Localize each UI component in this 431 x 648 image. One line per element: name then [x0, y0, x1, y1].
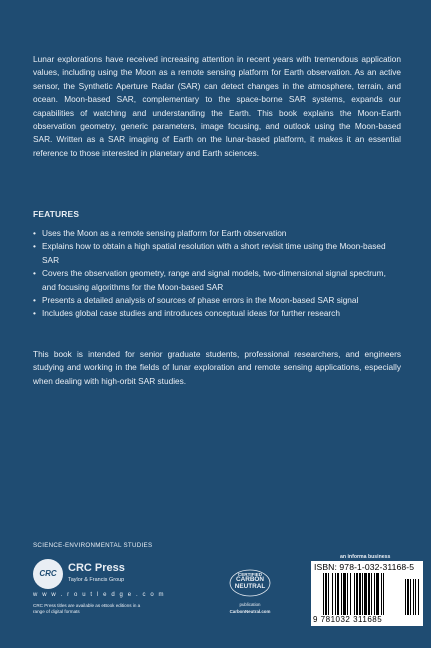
intro-paragraph: Lunar explorations have received increasing attention in recent years with tremendous application values, including using the Moon as a remote sensing platform for Earth observation. As an active sensor, the Synthetic Aperture Radar (SAR) can detect changes in the atmosphere, terrain, and ocean. Moon-based SAR, complementary to the space-borne SAR systems, expands our capabilities of watching and understanding the Earth. This book explains the Moon-Earth observation geometry, generic parameters, image focusing, and outlook using the Moon-based SAR. Written as a SAR imaging of Earth on the lunar-based platform, it makes it an essential reference to those interested in planetary and Earth sciences. [33, 54, 401, 158]
informa-label: an informa business [340, 554, 391, 560]
feature-item: • Explains how to obtain a high spatial resolution with a short revisit time using the Moon-based SAR [33, 241, 386, 265]
crc-press-logo [33, 559, 143, 589]
publisher-website: w w w . r o u t l e d g e . c o m [33, 592, 166, 598]
barcode-digits: 9 781032 311685 [313, 615, 383, 624]
barcode-addon-icon [405, 573, 421, 615]
closing-paragraph: This book is intended for senior graduate students, professional researchers, and engineers studying and working in the fields of lunar exploration and remote sensing applications, especially when dealing with high-orbit SAR studies. [33, 349, 401, 386]
bullet-icon: • [33, 228, 36, 238]
bullet-icon: • [33, 308, 36, 319]
publisher-group: Taylor & Francis Group [68, 577, 125, 583]
features-heading: FEATURES [33, 209, 80, 219]
crc-logo-icon: CRC [33, 559, 63, 589]
bullet-icon: • [33, 241, 36, 252]
feature-item: • Uses the Moon as a remote sensing platform for Earth observation [33, 227, 401, 240]
isbn-barcode [311, 561, 423, 626]
isbn-text: ISBN: 978-1-032-31168-5 [314, 562, 415, 572]
publisher-name: CRC Press [68, 562, 125, 574]
carbon-url: CarbonNeutral.com [229, 609, 271, 614]
feature-item: • Includes global case studies and introduces conceptual ideas for further research [33, 307, 401, 320]
carbon-neutral-badge: CERTIFIED CARBON NEUTRAL publication CarbonNeutral.com [228, 568, 272, 612]
series-label: SCIENCE-ENVIRONMENTAL STUDIES [33, 542, 153, 549]
bullet-icon: • [33, 268, 36, 279]
bullet-icon: • [33, 295, 36, 306]
ebook-note: CRC Press titles are available as eBook editions in a range of digital formats [33, 603, 141, 615]
feature-item: • Presents a detailed analysis of sources of phase errors in the Moon-based SAR signal [33, 294, 401, 307]
feature-item: • Covers the observation geometry, range and signal models, two-dimensional signal spectrum, and focusing algorithms for the Moon-based SAR [33, 268, 386, 292]
features-list [33, 227, 401, 321]
barcode-icon [323, 573, 403, 615]
carbon-publication: publication [239, 602, 261, 607]
